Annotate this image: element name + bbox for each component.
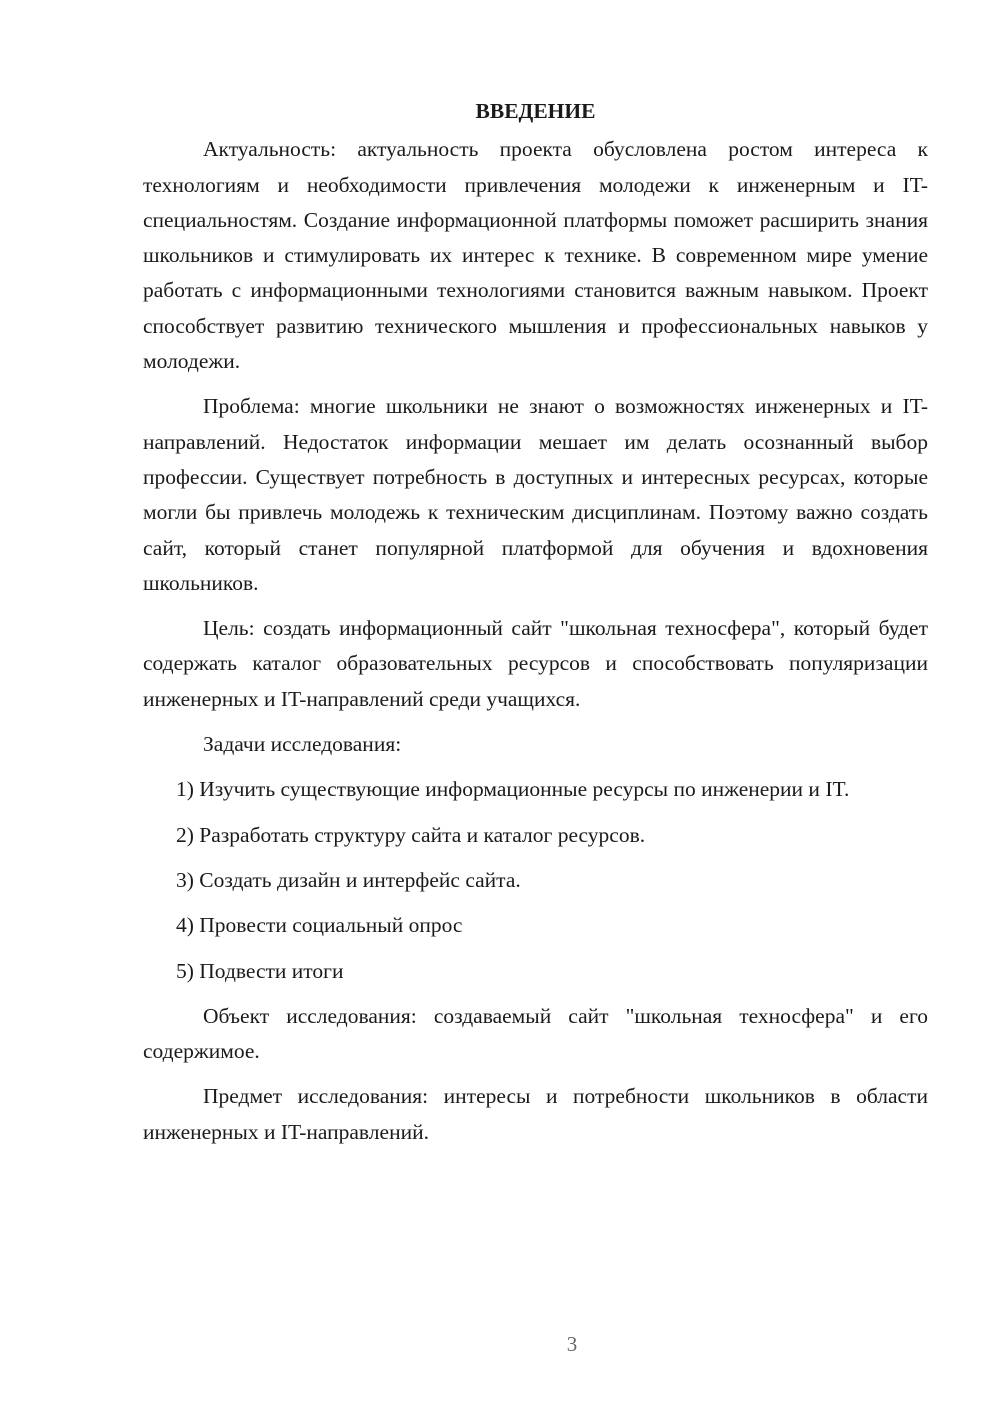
paragraph-object: Объект исследования: создаваемый сайт "школьная техносфера" и его содержимое. [143, 1003, 928, 1064]
list-item: 1) Изучить существующие информационные ресурсы по инженерии и IT. [176, 777, 850, 802]
tasks-list [143, 772, 928, 988]
page-content [143, 94, 928, 1160]
paragraph-subject: Предмет исследования: интересы и потребности школьников в области инженерных и IT-направлений. [143, 1084, 928, 1144]
list-item: 2) Разработать структуру сайта и каталог ресурсов. [176, 822, 646, 847]
page-title: ВВЕДЕНИЕ [475, 99, 596, 123]
paragraph-goal: Цель: создать информационный сайт "школьная техносфера", который будет содержать каталог образовательных ресурсов и способствовать популяризации инженерных и IT-направлений среди учащихся. [143, 616, 928, 711]
paragraph-problem: Проблема: многие школьники не знают о возможностях инженерных и IT-направлений. Недостаток информации мешает им делать осознанный выбор профессии. Существует потребность в доступных и интересных ресурсах, которые могли бы привлечь молодежь к техническим дисциплинам. Поэтому важно создать сайт, который станет популярной платформой для обучения и вдохновения школьников. [143, 394, 928, 595]
page-number: 3 [566, 1332, 578, 1356]
list-item: 4) Провести социальный опрос [176, 913, 463, 938]
list-item: 5) Подвести итоги [176, 958, 344, 983]
list-item: 3) Создать дизайн и интерфейс сайта. [176, 867, 521, 892]
tasks-heading: Задачи исследования: [203, 732, 402, 757]
paragraph-relevance: Актуальность: актуальность проекта обусловлена ростом интереса к технологиям и необходимости привлечения молодежи к инженерным и IT-специальностям. Создание информационной платформы поможет расширить знания школьников и стимулировать их интерес к технике. В современном мире умение работать с информационными технологиями становится важным навыком. Проект способствует развитию технического мышления и профессиональных навыков у молодежи. [143, 137, 928, 374]
